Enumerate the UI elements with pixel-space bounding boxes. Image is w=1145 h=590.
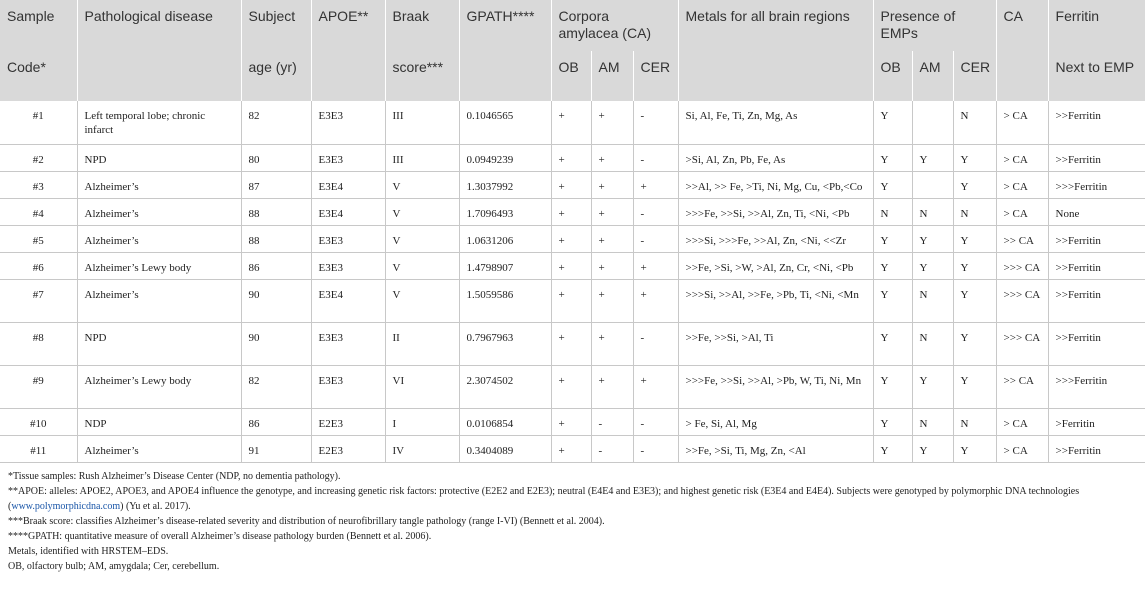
- cell-emp-cer: N: [953, 101, 996, 144]
- cell-ca: > CA: [996, 435, 1048, 462]
- cell-code: #7: [0, 279, 77, 322]
- cell-ca-am: -: [591, 435, 633, 462]
- cell-age: 86: [241, 408, 311, 435]
- cell-age: 91: [241, 435, 311, 462]
- cell-ca-ob: +: [551, 435, 591, 462]
- header-apoe: APOE**: [311, 0, 385, 51]
- cell-apoe: E3E3: [311, 225, 385, 252]
- header-subject: Subject: [241, 0, 311, 51]
- cell-metals: >>>Fe, >>Si, >>Al, Zn, Ti, <Ni, <Pb: [678, 198, 873, 225]
- header-metals: Metals for all brain regions: [678, 0, 873, 51]
- cell-metals: > Fe, Si, Al, Mg: [678, 408, 873, 435]
- cell-emp-cer: Y: [953, 365, 996, 408]
- cell-code: #9: [0, 365, 77, 408]
- cell-emp-am: [912, 171, 953, 198]
- cell-emp-ob: Y: [873, 365, 912, 408]
- header-gpath: GPATH****: [459, 0, 551, 51]
- cell-code: #3: [0, 171, 77, 198]
- table-header: [0, 0, 1145, 101]
- cell-emp-am: Y: [912, 225, 953, 252]
- cell-emp-cer: Y: [953, 144, 996, 171]
- cell-ca-am: +: [591, 198, 633, 225]
- cell-ca-am: +: [591, 279, 633, 322]
- header-ca: CA: [996, 0, 1048, 51]
- cell-emp-cer: N: [953, 408, 996, 435]
- cell-ca-am: +: [591, 101, 633, 144]
- header-braak-score: score***: [385, 51, 459, 101]
- cell-metals: >>Fe, >>Si, >Al, Ti: [678, 322, 873, 365]
- cell-disease: NPD: [77, 322, 241, 365]
- cell-gpath: 1.4798907: [459, 252, 551, 279]
- cell-ferritin: >>>Ferritin: [1048, 171, 1145, 198]
- cell-ca-cer: -: [633, 408, 678, 435]
- cell-apoe: E3E3: [311, 144, 385, 171]
- cell-ca-ob: +: [551, 101, 591, 144]
- cell-ferritin: >>>Ferritin: [1048, 365, 1145, 408]
- cell-age: 82: [241, 365, 311, 408]
- cell-age: 90: [241, 279, 311, 322]
- cell-disease: Alzheimer’s: [77, 171, 241, 198]
- cell-ca: > CA: [996, 408, 1048, 435]
- cell-emp-ob: Y: [873, 225, 912, 252]
- cell-apoe: E3E3: [311, 101, 385, 144]
- cell-age: 90: [241, 322, 311, 365]
- cell-emp-ob: Y: [873, 279, 912, 322]
- header-metals-sub: [678, 51, 873, 101]
- cell-code: #6: [0, 252, 77, 279]
- cell-emp-am: Y: [912, 144, 953, 171]
- cell-apoe: E3E4: [311, 171, 385, 198]
- cell-emp-am: Y: [912, 365, 953, 408]
- cell-ferritin: >>Ferritin: [1048, 144, 1145, 171]
- cell-ca-am: +: [591, 322, 633, 365]
- cell-ca: >> CA: [996, 365, 1048, 408]
- cell-emp-ob: Y: [873, 322, 912, 365]
- cell-metals: >>Al, >> Fe, >Ti, Ni, Mg, Cu, <Pb,<Co: [678, 171, 873, 198]
- table-row: [0, 279, 1145, 322]
- cell-age: 82: [241, 101, 311, 144]
- polymorphic-dna-link[interactable]: www.polymorphicdna.com: [11, 500, 121, 512]
- cell-ca: >>> CA: [996, 322, 1048, 365]
- cell-gpath: 0.0949239: [459, 144, 551, 171]
- cell-ca-cer: -: [633, 225, 678, 252]
- header-emp-cer: CER: [953, 51, 996, 101]
- table-row: [0, 322, 1145, 365]
- cell-ca: > CA: [996, 198, 1048, 225]
- table-row: [0, 198, 1145, 225]
- cell-metals: >Si, Al, Zn, Pb, Fe, As: [678, 144, 873, 171]
- cell-gpath: 0.7967963: [459, 322, 551, 365]
- cell-ca-am: +: [591, 144, 633, 171]
- cell-ca-ob: +: [551, 171, 591, 198]
- cell-ferritin: >>Ferritin: [1048, 252, 1145, 279]
- cell-metals: >>Fe, >Si, >W, >Al, Zn, Cr, <Ni, <Pb: [678, 252, 873, 279]
- cell-emp-am: N: [912, 408, 953, 435]
- cell-ca-ob: +: [551, 252, 591, 279]
- cell-braak: V: [385, 171, 459, 198]
- cell-emp-ob: Y: [873, 435, 912, 462]
- cell-metals: >>Fe, >Si, Ti, Mg, Zn, <Al: [678, 435, 873, 462]
- cell-gpath: 1.0631206: [459, 225, 551, 252]
- cell-metals: Si, Al, Fe, Ti, Zn, Mg, As: [678, 101, 873, 144]
- table-body: [0, 101, 1145, 462]
- cell-emp-ob: Y: [873, 171, 912, 198]
- cell-gpath: 1.3037992: [459, 171, 551, 198]
- cell-braak: II: [385, 322, 459, 365]
- cell-disease: Alzheimer’s: [77, 198, 241, 225]
- cell-emp-cer: Y: [953, 279, 996, 322]
- cell-gpath: 1.5059586: [459, 279, 551, 322]
- cell-ca: >> CA: [996, 225, 1048, 252]
- table-row: [0, 225, 1145, 252]
- cell-ca-cer: -: [633, 435, 678, 462]
- cell-ca-ob: +: [551, 365, 591, 408]
- header-disease-sub: [77, 51, 241, 101]
- cell-ferritin: >Ferritin: [1048, 408, 1145, 435]
- cell-apoe: E3E4: [311, 198, 385, 225]
- footnote-metals: Metals, identified with HRSTEM–EDS.: [8, 545, 169, 557]
- cell-braak: III: [385, 144, 459, 171]
- table-row: [0, 365, 1145, 408]
- cell-gpath: 0.1046565: [459, 101, 551, 144]
- cell-braak: V: [385, 252, 459, 279]
- cell-emp-ob: Y: [873, 144, 912, 171]
- cell-code: #2: [0, 144, 77, 171]
- cell-ferritin: >>Ferritin: [1048, 279, 1145, 322]
- cell-braak: V: [385, 225, 459, 252]
- cell-ca-am: +: [591, 225, 633, 252]
- cell-age: 88: [241, 198, 311, 225]
- table-row: [0, 408, 1145, 435]
- cell-code: #8: [0, 322, 77, 365]
- cell-apoe: E2E3: [311, 408, 385, 435]
- cell-ferritin: None: [1048, 198, 1145, 225]
- cell-disease: Alzheimer’s: [77, 279, 241, 322]
- cell-ca: > CA: [996, 144, 1048, 171]
- cell-code: #10: [0, 408, 77, 435]
- header-ca-sub: [996, 51, 1048, 101]
- cell-ferritin: >>Ferritin: [1048, 101, 1145, 144]
- header-apoe-sub: [311, 51, 385, 101]
- table-row: [0, 144, 1145, 171]
- cell-braak: V: [385, 279, 459, 322]
- cell-emp-ob: N: [873, 198, 912, 225]
- cell-emp-cer: Y: [953, 435, 996, 462]
- header-ferritin-next: Next to EMP: [1048, 51, 1145, 101]
- cell-emp-ob: Y: [873, 101, 912, 144]
- header-subject-age: age (yr): [241, 51, 311, 101]
- cell-code: #11: [0, 435, 77, 462]
- footnote-gpath: ****GPATH: quantitative measure of overall Alzheimer’s disease pathology burden (Bennett et al. 2006).: [8, 530, 432, 542]
- cell-braak: V: [385, 198, 459, 225]
- cell-emp-cer: Y: [953, 225, 996, 252]
- cell-braak: IV: [385, 435, 459, 462]
- cell-emp-am: N: [912, 198, 953, 225]
- cell-apoe: E3E3: [311, 252, 385, 279]
- header-ferritin: Ferritin: [1048, 0, 1145, 51]
- table-footnotes: [0, 463, 1145, 574]
- cell-ca-cer: -: [633, 144, 678, 171]
- cell-ca: > CA: [996, 171, 1048, 198]
- cell-apoe: E3E3: [311, 322, 385, 365]
- cell-ca: > CA: [996, 101, 1048, 144]
- cell-gpath: 1.7096493: [459, 198, 551, 225]
- header-ca-ob: OB: [551, 51, 591, 101]
- header-emp-ob: OB: [873, 51, 912, 101]
- cell-ca-am: +: [591, 252, 633, 279]
- cell-braak: I: [385, 408, 459, 435]
- header-disease: Pathological disease: [77, 0, 241, 51]
- cell-ca-ob: +: [551, 198, 591, 225]
- cell-ferritin: >>Ferritin: [1048, 322, 1145, 365]
- cell-emp-cer: N: [953, 198, 996, 225]
- cell-ca-cer: +: [633, 252, 678, 279]
- cell-emp-ob: Y: [873, 408, 912, 435]
- cell-ca-cer: -: [633, 322, 678, 365]
- table-row: [0, 435, 1145, 462]
- cell-apoe: E3E4: [311, 279, 385, 322]
- table-row: [0, 171, 1145, 198]
- cell-age: 80: [241, 144, 311, 171]
- cell-ca-cer: +: [633, 279, 678, 322]
- cell-ca-ob: +: [551, 408, 591, 435]
- table-row: [0, 101, 1145, 144]
- cell-ca-cer: -: [633, 101, 678, 144]
- cell-emp-am: Y: [912, 435, 953, 462]
- cell-age: 87: [241, 171, 311, 198]
- cell-apoe: E3E3: [311, 365, 385, 408]
- cell-braak: III: [385, 101, 459, 144]
- footnote-tissue: *Tissue samples: Rush Alzheimer’s Disease Center (NDP, no dementia pathology).: [8, 470, 341, 482]
- cell-gpath: 2.3074502: [459, 365, 551, 408]
- cell-emp-ob: Y: [873, 252, 912, 279]
- header-presence-emps: Presence of EMPs: [873, 0, 996, 51]
- cell-ca-am: -: [591, 408, 633, 435]
- footnote-apoe-citation: ) (Yu et al. 2017).: [120, 500, 191, 512]
- cell-ca: >>> CA: [996, 252, 1048, 279]
- cell-braak: VI: [385, 365, 459, 408]
- cell-metals: >>>Fe, >>Si, >>Al, >Pb, W, Ti, Ni, Mn: [678, 365, 873, 408]
- cell-emp-am: N: [912, 279, 953, 322]
- header-corpora-amylacea: Corpora amylacea (CA): [551, 0, 678, 51]
- header-ca-cer: CER: [633, 51, 678, 101]
- cell-ca-ob: +: [551, 322, 591, 365]
- cell-disease: Left temporal lobe; chronic infarct: [77, 101, 241, 144]
- cell-code: #1: [0, 101, 77, 144]
- cell-emp-am: [912, 101, 953, 144]
- cell-code: #5: [0, 225, 77, 252]
- cell-ca-ob: +: [551, 225, 591, 252]
- cell-gpath: 0.0106854: [459, 408, 551, 435]
- cell-emp-cer: Y: [953, 252, 996, 279]
- footnote-braak: ***Braak score: classifies Alzheimer’s disease-related severity and distribution of neurofibrillary tangle pathology (range I-VI) (Bennett et al. 2004).: [8, 515, 605, 527]
- cell-ca-am: +: [591, 171, 633, 198]
- cell-emp-am: Y: [912, 252, 953, 279]
- cell-age: 88: [241, 225, 311, 252]
- header-ca-am: AM: [591, 51, 633, 101]
- cell-emp-cer: Y: [953, 171, 996, 198]
- cell-ca-cer: +: [633, 365, 678, 408]
- cell-ca-am: +: [591, 365, 633, 408]
- cell-ferritin: >>Ferritin: [1048, 435, 1145, 462]
- cell-apoe: E2E3: [311, 435, 385, 462]
- table-row: [0, 252, 1145, 279]
- cell-disease: Alzheimer’s Lewy body: [77, 365, 241, 408]
- cell-emp-am: N: [912, 322, 953, 365]
- cell-code: #4: [0, 198, 77, 225]
- cell-ca-ob: +: [551, 144, 591, 171]
- header-gpath-sub: [459, 51, 551, 101]
- cell-disease: Alzheimer’s Lewy body: [77, 252, 241, 279]
- cell-gpath: 0.3404089: [459, 435, 551, 462]
- cell-metals: >>>Si, >>>Fe, >>Al, Zn, <Ni, <<Zr: [678, 225, 873, 252]
- cell-ca-cer: +: [633, 171, 678, 198]
- cell-metals: >>>Si, >>Al, >>Fe, >Pb, Ti, <Ni, <Mn: [678, 279, 873, 322]
- header-sample: Sample: [0, 0, 77, 51]
- header-sample-code: Code*: [0, 51, 77, 101]
- cell-ca-ob: +: [551, 279, 591, 322]
- cell-age: 86: [241, 252, 311, 279]
- cell-disease: Alzheimer’s: [77, 225, 241, 252]
- footnote-abbreviations: OB, olfactory bulb; AM, amygdala; Cer, cerebellum.: [8, 560, 220, 572]
- cell-disease: NPD: [77, 144, 241, 171]
- header-emp-am: AM: [912, 51, 953, 101]
- cell-ca: >>> CA: [996, 279, 1048, 322]
- header-braak: Braak: [385, 0, 459, 51]
- cell-emp-cer: Y: [953, 322, 996, 365]
- cell-disease: Alzheimer’s: [77, 435, 241, 462]
- cell-ca-cer: -: [633, 198, 678, 225]
- cell-ferritin: >>Ferritin: [1048, 225, 1145, 252]
- cell-disease: NDP: [77, 408, 241, 435]
- footnote-apoe-text: **APOE: alleles: APOE2, APOE3, and APOE4 influence the genotype, and increasing genetic risk factors: protective (E2E2 and E2E3); neutral (E4E4 and E3E3); and highest genetic risk (E3E4 and E4E4). Subjects were genotyped by polymorphic DNA technologies (: [8, 485, 1080, 512]
- footnote-apoe: [8, 484, 1137, 514]
